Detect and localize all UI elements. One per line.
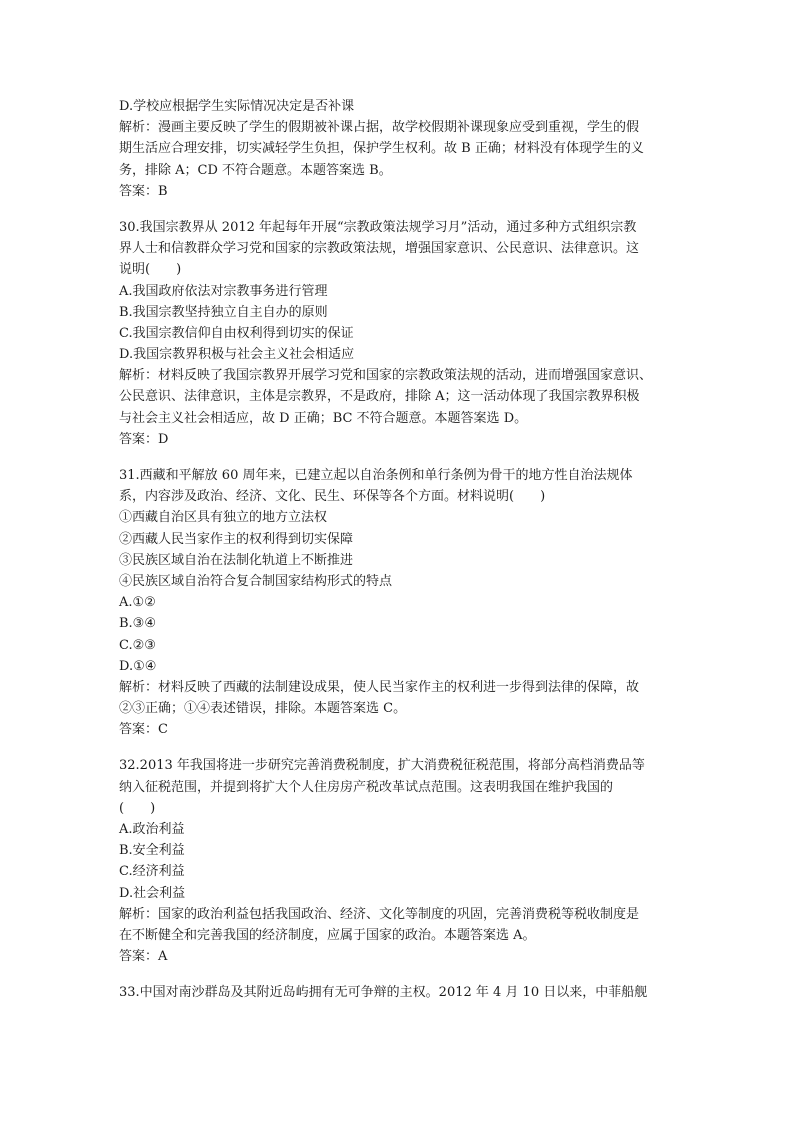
option-a: A.政治利益: [119, 822, 185, 837]
question-stem-line: 系，内容涉及政治、经济、文化、民生、环保等各个方面。材料说明( ): [119, 489, 546, 505]
analysis-line: 解析：漫画主要反映了学生的假期被补课占据，故学校假期补课现象应受到重视，学生的假: [119, 120, 640, 136]
analysis-line: 期生活应合理安排，切实减轻学生负担，保护学生权利。故 B 正确；材料没有体现学生的义: [119, 141, 644, 157]
question-stem-line: 30.我国宗教界从 2012 年起每年开展“宗教政策法规学习月”活动，通过多种方式组织宗教: [119, 219, 637, 235]
question-stem-line: 33.中国对南沙群岛及其附近岛屿拥有无可争辩的主权。2012 年 4 月 10 日以来，中菲船舰: [119, 985, 648, 1001]
question-stem-line: 说明( ): [119, 262, 182, 278]
question-stem-line: ( ): [119, 800, 156, 816]
option-d: D.我国宗教界积极与社会主义社会相适应: [119, 347, 355, 363]
analysis-line: 公民意识、法律意识，主体是宗教界，不是政府，排除 A；这一活动体现了我国宗教界积极: [119, 389, 640, 405]
question-stem-line: 31.西藏和平解放 60 周年来，已建立起以自治条例和单行条例为骨干的地方性自治法规体: [119, 468, 633, 483]
option-b: B.我国宗教坚持独立自主自办的原则: [119, 304, 328, 320]
question-30: [119, 217, 679, 450]
analysis-line: 与社会主义社会相适应，故 D 正确；BC 不符合题意。本题答案选 D。: [119, 410, 528, 426]
option-c: C.②③: [119, 637, 156, 653]
question-stem-line: 32.2013 年我国将进一步研究完善消费税制度，扩大消费税征税范围，将部分高档消费品等: [119, 758, 645, 774]
option-a: A.我国政府依法对宗教事务进行管理: [119, 283, 328, 299]
question-stem-line: 界人士和信教群众学习党和国家的宗教政策法规，增强国家意识、公民意识、法律意识。这: [119, 241, 640, 257]
option-c: C.我国宗教信仰自由权利得到切实的保证: [119, 325, 354, 341]
statement-2: ②西藏人民当家作主的权利得到切实保障: [119, 531, 354, 547]
option-d: D.社会利益: [119, 885, 186, 901]
option-b: B.③④: [119, 616, 156, 632]
option-a: A.①②: [119, 595, 156, 611]
analysis-line: 解析：国家的政治利益包括我国政治、经济、文化等制度的巩固，完善消费税等税收制度是: [119, 906, 640, 922]
document-page: [119, 96, 679, 1004]
question-29-tail: [119, 96, 679, 202]
option-c: C.经济利益: [119, 864, 185, 880]
statement-1: ①西藏自治区具有独立的地方立法权: [119, 510, 328, 526]
analysis-line: 务，排除 A；CD 不符合题意。本题答案选 B。: [119, 162, 392, 178]
option-d: D.学校应根据学生实际情况决定是否补课: [119, 99, 355, 114]
option-d: D.①④: [119, 658, 157, 674]
answer-line: 答案：D: [119, 431, 169, 447]
option-b: B.安全利益: [119, 843, 185, 859]
analysis-line: ②③正确；①④表述错误，排除。本题答案选 C。: [119, 701, 407, 717]
question-31: [119, 465, 679, 740]
analysis-line: 解析：材料反映了我国宗教界开展学习党和国家的宗教政策法规的活动，进而增强国家意识、: [119, 368, 653, 384]
answer-line: 答案：A: [119, 949, 168, 965]
statement-4: ④民族区域自治符合复合制国家结构形式的特点: [119, 573, 393, 589]
answer-line: 答案：C: [119, 722, 168, 738]
analysis-line: 在不断健全和完善我国的经济制度，应属于国家的政治。本题答案选 A。: [119, 927, 536, 943]
question-32: [119, 755, 679, 967]
answer-line: 答案：B: [119, 183, 168, 199]
question-33: [119, 982, 679, 1003]
analysis-line: 解析：材料反映了西藏的法制建设成果，使人民当家作主的权利进一步得到法律的保障，故: [119, 679, 640, 695]
question-stem-line: 纳入征税范围，并提到将扩大个人住房房产税改革试点范围。这表明我国在维护我国的: [119, 779, 614, 795]
statement-3: ③民族区域自治在法制化轨道上不断推进: [119, 552, 354, 568]
